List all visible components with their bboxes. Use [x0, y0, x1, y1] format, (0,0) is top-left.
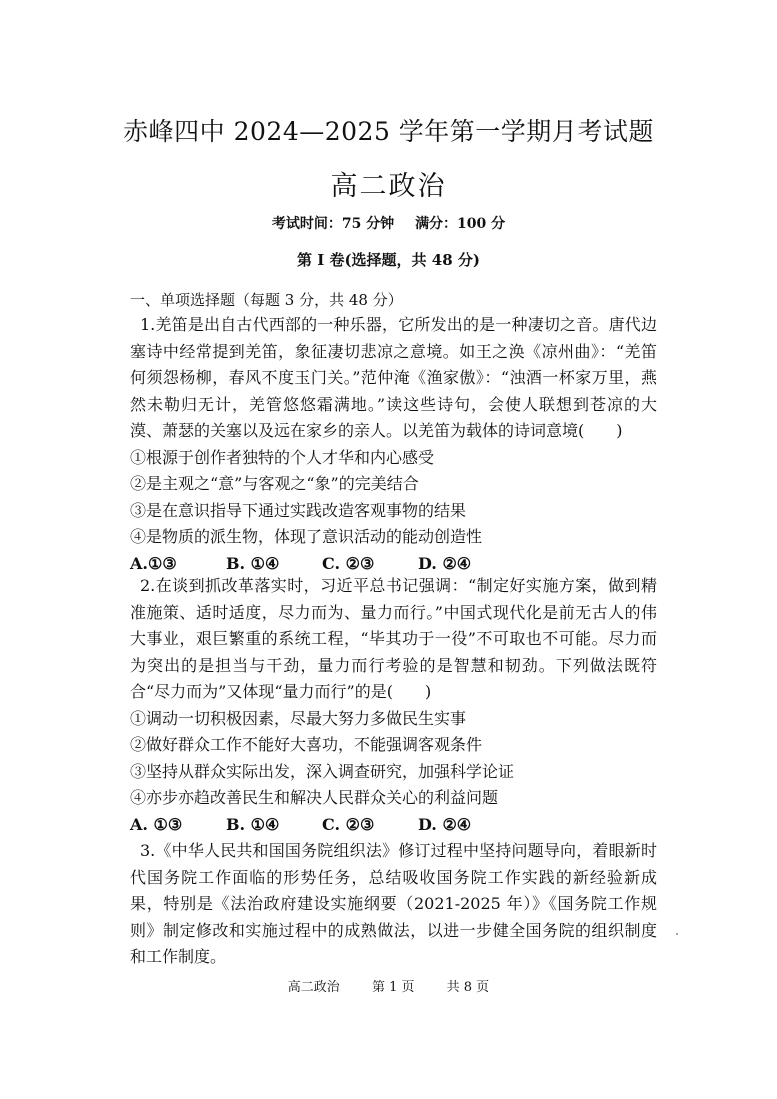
footer-subject: 高二政治 [287, 980, 340, 995]
volume-heading: 第 I 卷(选择题，共 48 分) [297, 251, 480, 269]
question-1-stem: 1.羌笛是出自古代西部的一种乐器，它所发出的是一种凄切之音。唐代边塞诗中经常提到羌笛，象征凄切悲凉之意境。如王之涣《凉州曲》：“羌笛何须怨杨柳，春风不度玉门关。”范仲淹《渔家傲》：“浊酒一杯家万里，燕然未勒归无计，羌管悠悠霜满地。”读这些诗句，会使人联想到苍凉的大漠、萧瑟的关塞以及远在家乡的亲人。以羌笛为载体的诗词意境( ) [130, 315, 657, 440]
choice-b: B. ①④ [226, 553, 280, 573]
exam-info [0, 213, 777, 233]
footer-page: 第 1 页 [371, 980, 415, 995]
scan-speck [676, 933, 678, 935]
footer-total: 共 8 页 [446, 980, 490, 995]
page-footer [0, 976, 777, 995]
full-score: 满分：100 分 [415, 216, 506, 232]
question-1-option-1: ①根源于创作者独特的个人才华和内心感受 [130, 447, 435, 467]
question-2-option-2: ②做好群众工作不能好大喜功，不能强调客观条件 [130, 735, 483, 754]
choice-d: D. ②④ [418, 814, 472, 834]
choice-c: C. ②③ [322, 553, 375, 573]
question-1-option-2: ②是主观之“意”与客观之“象”的完美结合 [130, 474, 419, 493]
question-1-option-3: ③是在意识指导下通过实践改造客观事物的结果 [130, 500, 467, 520]
question-1 [130, 312, 657, 577]
question-2-option-1: ①调动一切积极因素，尽最大努力多做民生实事 [130, 708, 467, 728]
question-2-choices [130, 812, 657, 839]
choice-b: B. ①④ [226, 814, 280, 834]
choice-c: C. ②③ [322, 814, 375, 834]
exam-subject: 高二政治 [330, 171, 447, 202]
question-2-option-4: ④亦步亦趋改善民生和解决人民群众关心的利益问题 [130, 788, 499, 807]
exam-title: 赤峰四中 2024—2025 学年第一学期月考试题 [123, 117, 654, 146]
question-2-stem: 2.在谈到抓改革落实时，习近平总书记强调：“制定好实施方案，做到精准施策、适时适度，尽力而为、量力而行。”中国式现代化是前无古人的伟大事业，艰巨繁重的系统工程，“毕其功于一役”不可取也不可能。尽力而为突出的是担当与干劲，量力而行考验的是智慧和韧劲。下列做法既符合“尽力而为”又体现“量力而行”的是( ) [130, 576, 657, 701]
question-1-option-4: ④是物质的派生物，体现了意识活动的能动创造性 [130, 527, 483, 546]
choice-a: A. ①③ [130, 814, 183, 834]
section-heading: 一、单项选择题（每题 3 分，共 48 分） [130, 291, 403, 309]
choice-a: A.①③ [130, 553, 177, 573]
question-2-option-3: ③坚持从群众实际出发，深入调查研究，加强科学论证 [130, 761, 515, 781]
exam-time: 考试时间：75 分钟 [271, 216, 395, 232]
question-3 [130, 838, 657, 971]
choice-d: D. ②④ [418, 553, 472, 573]
question-2 [130, 573, 657, 838]
question-3-stem: 3.《中华人民共和国国务院组织法》修订过程中坚持问题导向，着眼新时代国务院工作面临的形势任务，总结吸收国务院工作实践的新经验新成果，特别是《法治政府建设实施纲要（2021-2025 年）》《国务院工作规则》制定修改和实施过程中的成熟做法，以进一步健全国务院的组织制度和工作制度。 [130, 841, 657, 966]
